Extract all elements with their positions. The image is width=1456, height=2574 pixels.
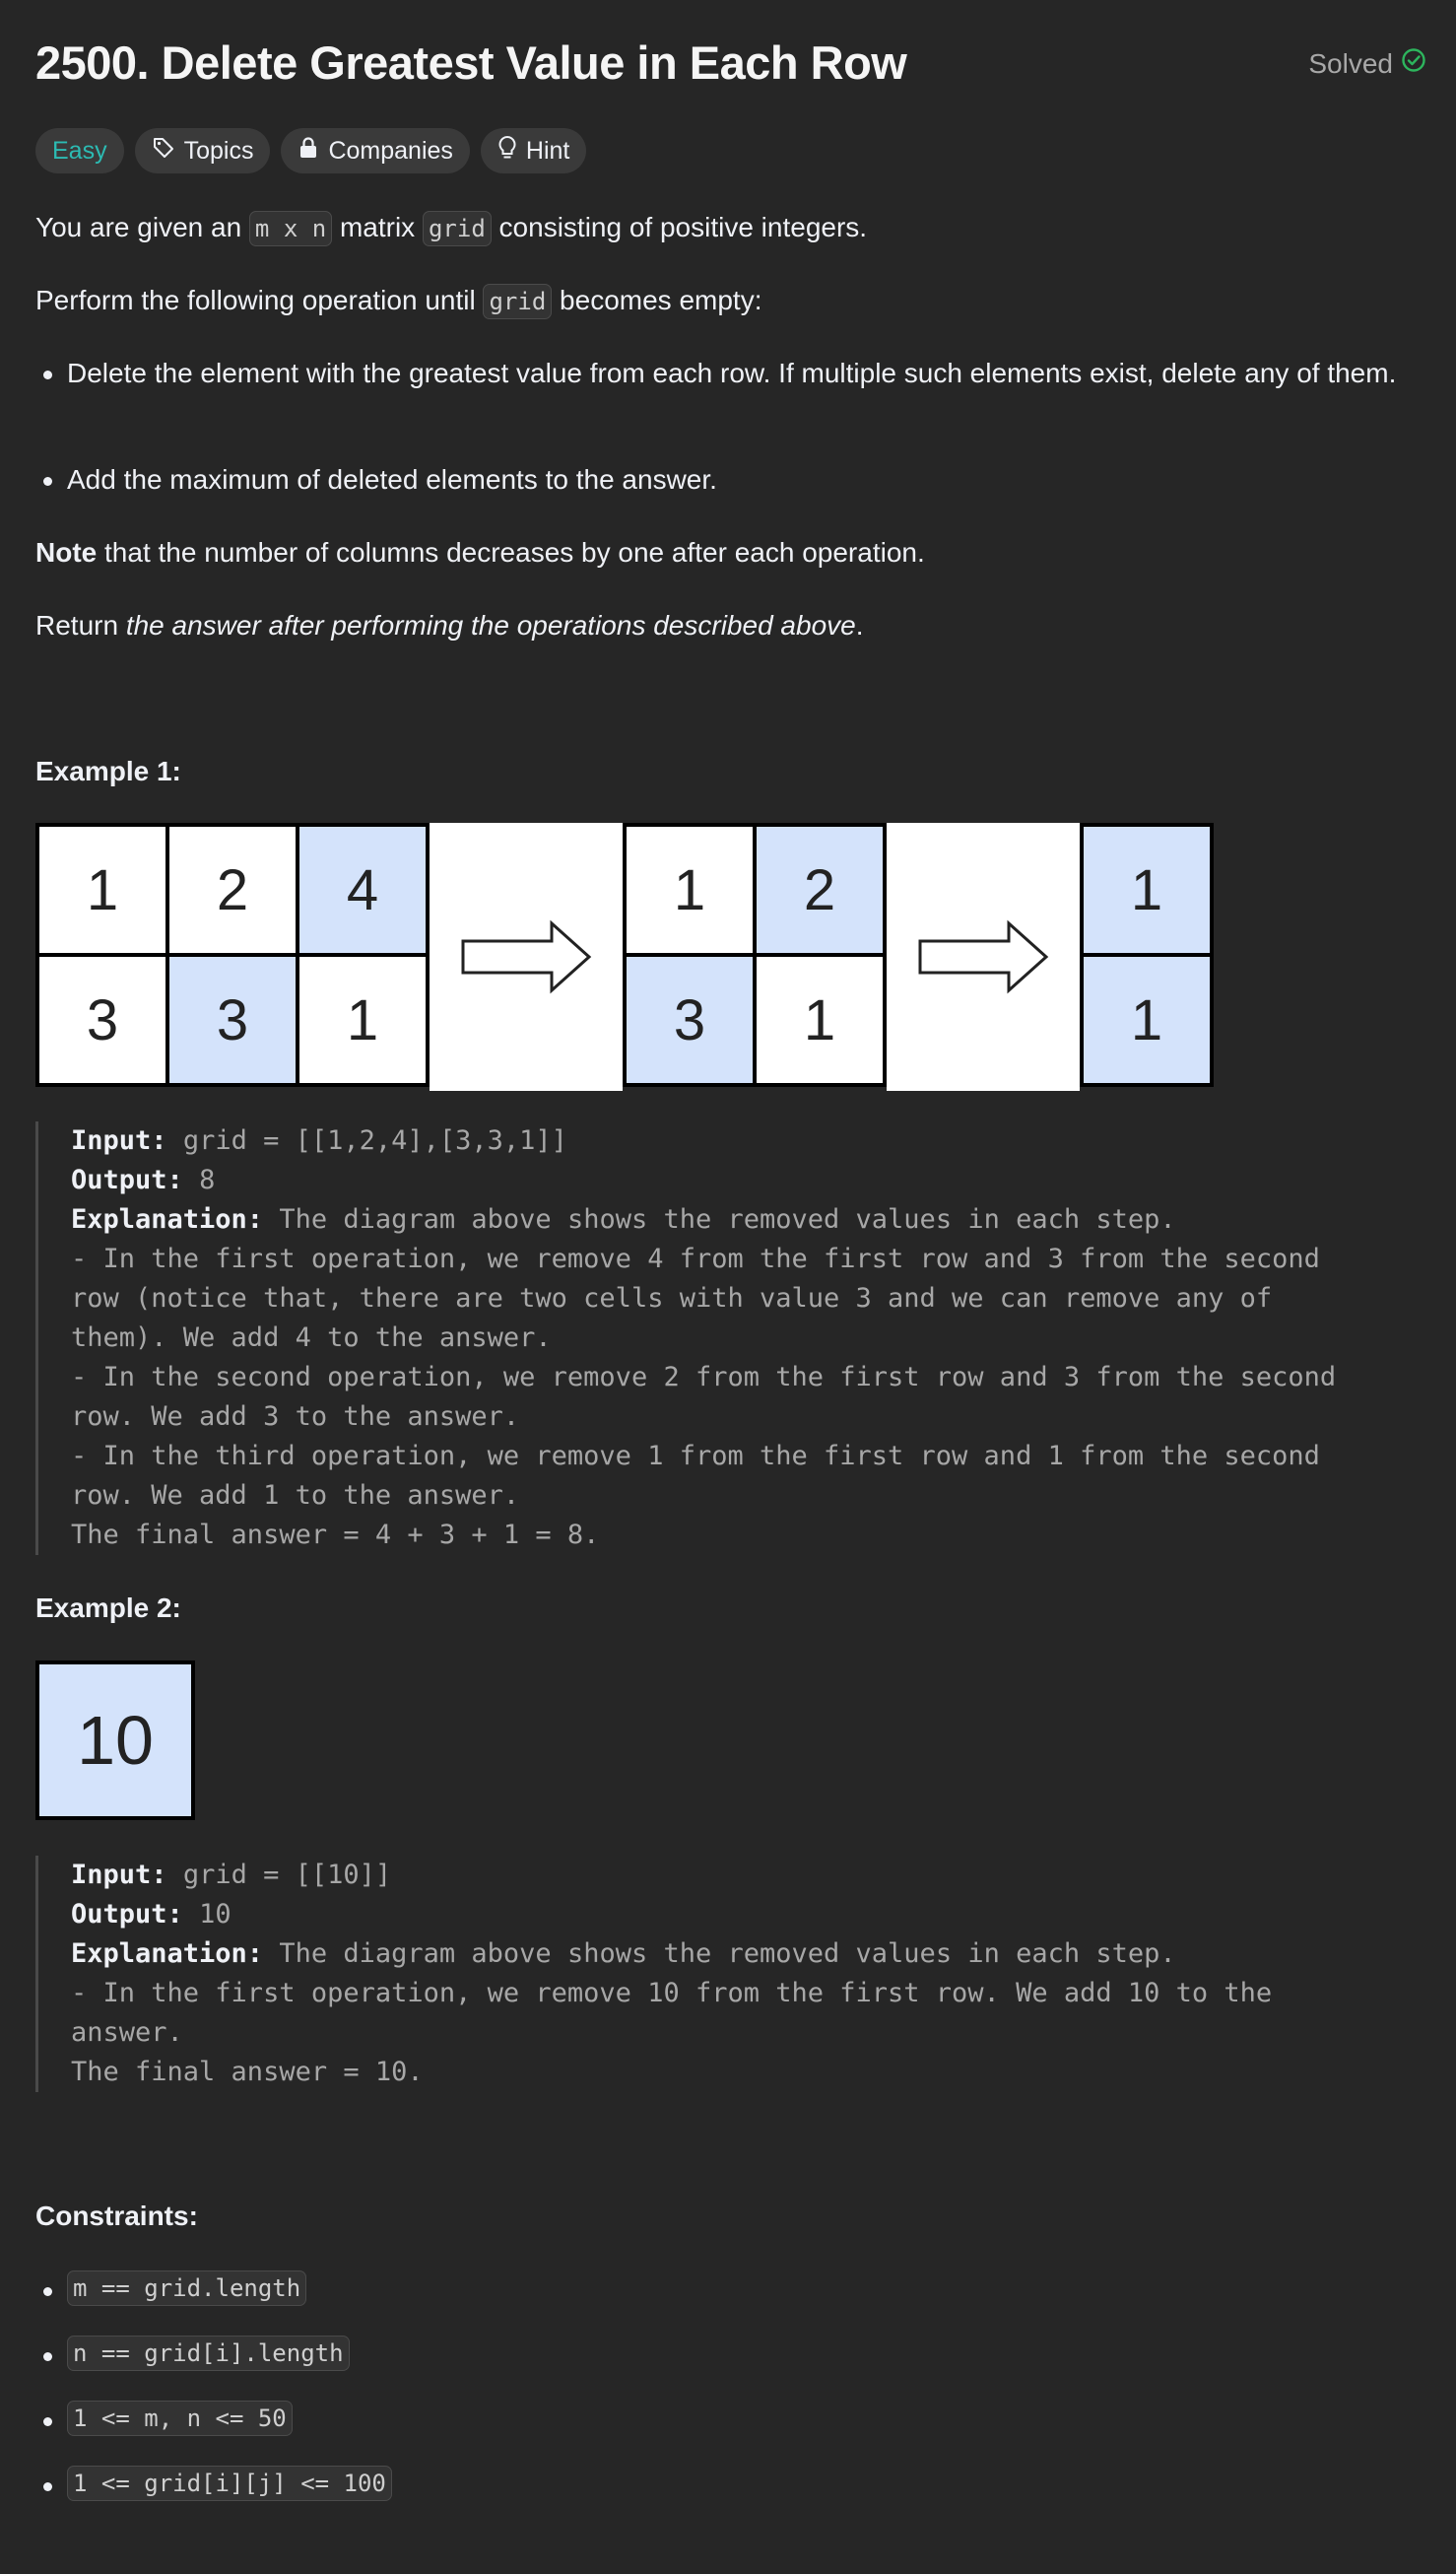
grid-cell: 2 — [165, 823, 299, 957]
text: You are given an — [35, 212, 242, 242]
note-paragraph — [35, 532, 925, 574]
explanation-line: - In the second operation, we remove 2 from the first row and 3 from the second — [71, 1362, 1337, 1392]
output-label: Output: — [71, 1899, 183, 1930]
arrow-right-icon — [887, 823, 1080, 1091]
explanation-line: row. We add 3 to the answer. — [71, 1401, 520, 1432]
text: becomes empty: — [560, 285, 762, 315]
grid-cell-removed: 1 — [1080, 823, 1214, 957]
list-item — [35, 353, 1424, 436]
bullet-dot — [43, 2482, 52, 2491]
inline-code-grid: grid — [483, 284, 552, 319]
bullet-dot — [43, 477, 52, 486]
hint-label: Hint — [525, 136, 570, 165]
example-2-diagram — [35, 1660, 232, 1826]
difficulty-badge[interactable] — [35, 128, 124, 173]
explanation-line: them). We add 4 to the answer. — [71, 1322, 552, 1353]
solved-label: Solved — [1308, 47, 1393, 79]
list-item-text: Add the maximum of deleted elements to the answer. — [67, 464, 717, 495]
example-1-heading: Example 1: — [35, 756, 181, 786]
constraint-code: 1 <= m, n <= 50 — [67, 2401, 293, 2436]
bullet-dot — [43, 2352, 52, 2361]
companies-button[interactable] — [281, 128, 469, 173]
grid-cell-removed: 2 — [753, 823, 887, 957]
input-value: grid = [[10]] — [182, 1860, 392, 1890]
note-label: Note — [35, 537, 98, 568]
input-value: grid = [[1,2,4],[3,3,1]] — [182, 1125, 567, 1156]
grid-cell-removed: 3 — [165, 953, 299, 1087]
arrow-right-icon — [430, 823, 623, 1091]
topics-label: Topics — [183, 136, 254, 165]
input-label: Input: — [71, 1860, 167, 1890]
hint-button[interactable] — [481, 128, 586, 173]
grid-cell: 1 — [753, 953, 887, 1087]
solved-status — [1308, 47, 1426, 80]
example-1-diagram — [35, 823, 1218, 1091]
topics-button[interactable] — [135, 128, 271, 173]
output-value: 10 — [199, 1899, 232, 1930]
explanation-line: answer. — [71, 2017, 183, 2048]
description-paragraph-1 — [35, 207, 867, 249]
difficulty-label: Easy — [52, 136, 107, 165]
output-value: 8 — [199, 1165, 216, 1195]
explanation-line: row. We add 1 to the answer. — [71, 1480, 520, 1511]
italic-text: the answer after performing the operations described above — [125, 610, 856, 641]
description-paragraph-2 — [35, 280, 761, 322]
explanation-line: - In the first operation, we remove 4 from the first row and 3 from the second — [71, 1244, 1320, 1274]
inline-code-m-x-n: m x n — [249, 211, 332, 246]
text: Return — [35, 610, 119, 641]
lightbulb-icon — [497, 135, 517, 168]
text: consisting of positive integers. — [498, 212, 868, 242]
explanation-label: Explanation: — [71, 1204, 264, 1235]
companies-label: Companies — [328, 136, 453, 165]
grid-cell: 1 — [623, 823, 757, 957]
explanation-line: The final answer = 10. — [71, 2057, 424, 2087]
list-item — [35, 459, 1424, 501]
constraint-code: 1 <= grid[i][j] <= 100 — [67, 2466, 392, 2501]
text: that the number of columns decreases by one after each operation. — [104, 537, 925, 568]
explanation-line: The diagram above shows the removed values in each step. — [279, 1938, 1176, 1969]
bullet-dot — [43, 2287, 52, 2296]
grid-cell: 3 — [35, 953, 169, 1087]
example-2-block — [35, 1856, 1272, 2092]
explanation-line: The diagram above shows the removed values in each step. — [279, 1204, 1176, 1235]
explanation-line: - In the third operation, we remove 1 from the first row and 1 from the second — [71, 1441, 1320, 1471]
lock-icon — [298, 136, 319, 167]
grid-cell-removed: 10 — [35, 1660, 195, 1820]
grid-cell-removed: 4 — [296, 823, 430, 957]
inline-code-grid: grid — [423, 211, 492, 246]
grid-cell-removed: 1 — [1080, 953, 1214, 1087]
constraint-code: m == grid.length — [67, 2270, 306, 2306]
problem-title: 2500. Delete Greatest Value in Each Row — [35, 36, 907, 89]
check-circle-icon — [1401, 47, 1426, 80]
output-label: Output: — [71, 1165, 183, 1195]
constraint-code: n == grid[i].length — [67, 2336, 350, 2371]
constraints-heading: Constraints: — [35, 2201, 198, 2231]
grid-cell: 1 — [35, 823, 169, 957]
explanation-label: Explanation: — [71, 1938, 264, 1969]
explanation-line: row (notice that, there are two cells with value 3 and we can remove any of — [71, 1283, 1273, 1314]
return-paragraph — [35, 605, 864, 646]
grid-cell: 1 — [296, 953, 430, 1087]
tag-icon — [152, 136, 175, 167]
text: matrix — [339, 212, 416, 242]
example-1-block — [35, 1121, 1336, 1555]
text: Perform the following operation until — [35, 285, 476, 315]
list-item-text: Delete the element with the greatest value from each row. If multiple such elements exist, delete any of them. — [67, 358, 1397, 388]
explanation-line: The final answer = 4 + 3 + 1 = 8. — [71, 1520, 600, 1550]
input-label: Input: — [71, 1125, 167, 1156]
text: . — [855, 610, 864, 641]
grid-cell-removed: 3 — [623, 953, 757, 1087]
bullet-dot — [43, 2417, 52, 2426]
bullet-dot — [43, 371, 52, 379]
explanation-line: - In the first operation, we remove 10 from the first row. We add 10 to the — [71, 1978, 1273, 2008]
example-2-heading: Example 2: — [35, 1592, 181, 1623]
tag-bar — [35, 128, 586, 173]
